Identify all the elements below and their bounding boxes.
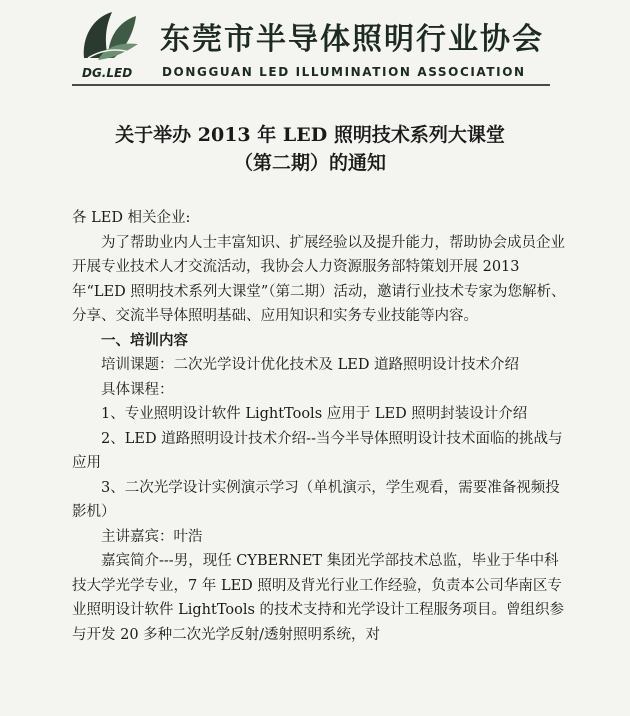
document-body (72, 206, 568, 647)
intro-paragraph: 为了帮助业内人士丰富知识、扩展经验以及提升能力，帮助协会成员企业开展专业技术人才交流活动，我协会人力资源服务部特策划开展 2013 年“LED 照明技术系列大课堂”（第二期）活动，邀请行业技术专家为您解析、分享、交流半导体照明基础、应用知识和实务专业技能等内容。 (72, 234, 566, 324)
letterhead-divider (72, 84, 550, 86)
org-name-cn: 东莞市半导体照明行业协会 (160, 22, 544, 57)
org-abbr: DG.LED (82, 66, 133, 80)
document-title-line1: 关于举办 2013 年 LED 照明技术系列大课堂 (115, 124, 505, 146)
course-item: 3、二次光学设计实例演示学习（单机演示，学生观看，需要准备视频投影机） (72, 479, 560, 520)
courses-label: 具体课程： (101, 381, 174, 398)
section-heading: 一、培训内容 (101, 331, 188, 349)
document-title-line2: （第二期）的通知 (233, 152, 386, 174)
course-item: 2、LED 道路照明设计技术介绍--当今半导体照明设计技术面临的挑战与应用 (72, 430, 563, 471)
letterhead (78, 8, 558, 80)
org-name-en: DONGGUAN LED ILLUMINATION ASSOCIATION (162, 65, 526, 79)
salutation: 各 LED 相关企业: (72, 210, 191, 226)
course-item: 1、专业照明设计软件 LightTools 应用于 LED 照明封装设计介绍 (101, 406, 528, 422)
leaf-logo-icon (78, 8, 142, 64)
speaker-bio: 嘉宾简介---男，现任 CYBERNET 集团光学部技术总监，毕业于华中科技大学光学专业，7 年 LED 照明及背光行业工作经验，负责本公司华南区专业照明设计软件 LightTools 的技术支持和光学设计工程服务项目。曾组织参与开发 20 多种二次光学反射/透射照明系统，对 (72, 553, 565, 643)
speaker: 主讲嘉宾：叶浩 (101, 528, 203, 545)
training-topic: 培训课题：二次光学设计优化技术及 LED 道路照明设计技术介绍 (101, 357, 520, 373)
